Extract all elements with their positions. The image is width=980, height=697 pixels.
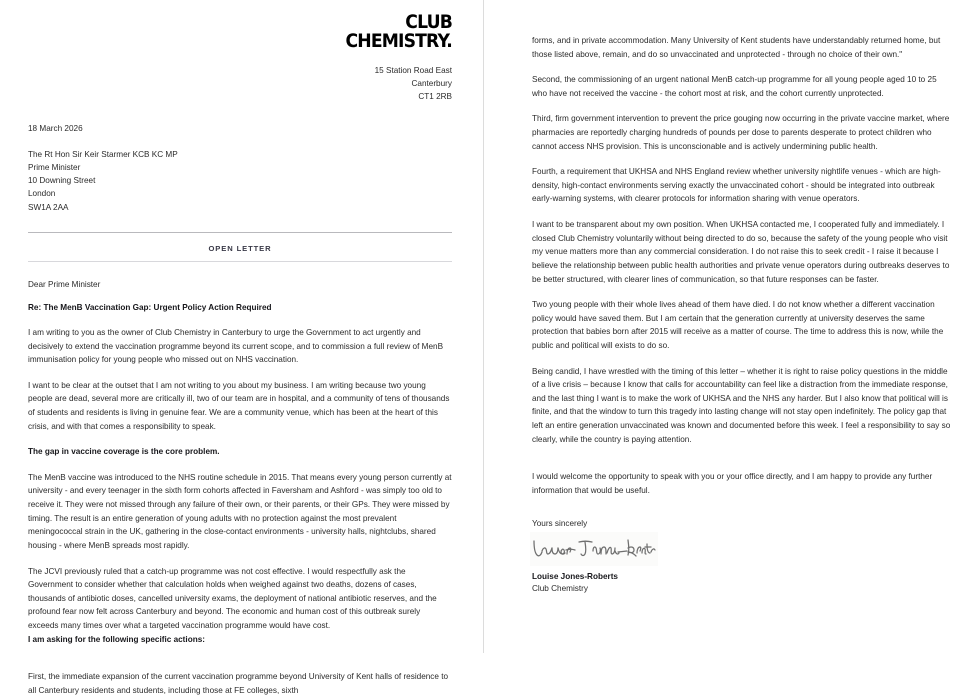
- paragraph-10: I want to be transparent about my own position. When UKHSA contacted me, I cooperated fully and immediately. I closed Club Chemistry voluntarily without being directed to do so, because the safety of the young people who visit my venue matters more than any commercial consideration. I do not raise this to seek credit - I raise it because I believe the relationship between public health authorities and private venue operators during outbreaks deserves to be better structured, with clearer lines of communication, so that future responses can be faster.: [532, 220, 950, 284]
- open-letter-label: OPEN LETTER: [208, 243, 272, 253]
- logo-line-1: CLUB: [405, 12, 452, 33]
- letterhead: [28, 14, 452, 104]
- paragraph-4: The JCVI previously ruled that a catch-up programme was not cost effective. I would respectfully ask the Government to consider whether that calculation holds when weighed against two deaths, dozens of cases, thousands of antibiotic doses, cancelled university exams, the deployment of national antibiotic reserves, and the profound fear now felt across Canterbury and beyond. The economic and human cost of this outbreak surely exceeds many times over what a targeted vaccination programme would have cost.: [28, 566, 437, 630]
- paragraph-7: Second, the commissioning of an urgent national MenB catch-up programme for all young people aged 10 to 25 who have not received the vaccine - the cohort most at risk, and the cohort currently unprotected.: [532, 75, 937, 98]
- salutation: Dear Prime Minister: [28, 279, 101, 289]
- club-chemistry-logo: [58, 14, 452, 52]
- paragraph-3: The MenB vaccine was introduced to the NHS routine schedule in 2015. That means every young person currently at university - and every teenager in the sixth form cohorts affected in Faversham and Ashford - was simply too old to receive it. They were not missed through any failure of their own, or their parents, or their GPs. They were missed by timing. The result is an entire generation of young adults with no protection against the most prevalent meningococcal strain in the UK, gathering in the close-contact environments - university halls, nightclubs, shared housing - where MenB spreads most rapidly.: [28, 472, 452, 550]
- section-heading-specific-actions: I am asking for the following specific actions:: [28, 634, 205, 644]
- paragraph-6: forms, and in private accommodation. Many University of Kent students have understandably returned home, but those listed above, remain, and do so unvaccinated and unprotected - through no choice of their own.": [532, 36, 941, 59]
- sender-address-line-1: 15 Station Road East: [374, 65, 452, 75]
- sender-address-line-2: Canterbury: [411, 78, 452, 88]
- signer-name: Louise Jones-Roberts: [532, 572, 618, 582]
- paragraph-2: I want to be clear at the outset that I am not writing to you about my business. I am writing because two young people are dead, several more are critically ill, two of our team are in hospital, and a community of tens of thousands of students and residents is living in genuine fear. We are a community venue, which has been at the heart of this crisis, and with that comes a responsibility to speak.: [28, 380, 450, 431]
- signoff: Yours sincerely: [532, 519, 588, 529]
- recipient-line-2: Prime Minister: [28, 162, 81, 172]
- letter-page-2: [483, 0, 980, 653]
- recipient-line-1: The Rt Hon Sir Keir Starmer KCB KC MP: [28, 149, 178, 159]
- sender-address: [28, 65, 452, 104]
- paragraph-5: First, the immediate expansion of the current vaccination programme beyond University of Kent halls of residence to all Canterbury residents and students, including those at FE colleges, sixth: [28, 672, 449, 695]
- recipient-line-3: 10 Downing Street: [28, 176, 96, 186]
- letter-page-1: [0, 0, 483, 695]
- section-heading-vaccine-gap: The gap in vaccine coverage is the core problem.: [28, 447, 220, 457]
- subject-line: Re: The MenB Vaccination Gap: Urgent Policy Action Required: [28, 302, 272, 312]
- recipient-address: [28, 148, 452, 214]
- sender-address-line-3: CT1 2RB: [418, 91, 452, 101]
- signer-organisation: Club Chemistry: [532, 584, 588, 594]
- paragraph-11: Two young people with their whole lives ahead of them have died. I do not know whether a different vaccination policy would have saved them. But I am certain that the generation currently at university deserves the same protection that babies born after 2015 will receive as a matter of course. The time to address this is now, while the public and political will exists to do so.: [532, 300, 944, 350]
- open-letter-banner: [28, 232, 452, 262]
- logo-line-2: CHEMISTRY.: [345, 30, 452, 52]
- paragraph-8: Third, firm government intervention to prevent the price gouging now occurring in the private vaccine market, where pharmacies are reportedly charging hundreds of pounds per dose to parents desperate to protect children who cannot access NHS provision. This is unconscionable and is actively undermining public health.: [532, 114, 950, 151]
- handwritten-signature: [530, 532, 658, 566]
- paragraph-12: Being candid, I have wrestled with the timing of this letter – whether it is right to raise policy questions in the middle of a live crisis – because I know that calls for accountability can feel like a distraction from the immediate response, and the last thing I want is to make the work of UKHSA and the NHS any harder. But I also know that political will is finite, and that the window to turn this tragedy into lasting change will not stay open indefinitely. The policy gap that left an entire generation unvaccinated was known and documented before this week. I feel a responsibility to say so clearly, while the country is paying attention.: [532, 366, 951, 444]
- recipient-line-4: London: [28, 189, 56, 199]
- paragraph-1: I am writing to you as the owner of Club Chemistry in Canterbury to urge the Government to act urgently and decisively to extend the vaccination programme beyond its current scope, and to commission a full review of MenB immunisation policy for young people who missed out on NHS vaccination.: [28, 327, 444, 365]
- recipient-line-5: SW1A 2AA: [28, 202, 69, 212]
- paragraph-9: Fourth, a requirement that UKHSA and NHS England review whether university nightlife venues - which are high-density, high-contact environments serving exactly the unvaccinated cohort - should be integrated into outbreak early-warning systems, with clearer protocols for information sharing with venue operators.: [532, 167, 941, 204]
- paragraph-13: I would welcome the opportunity to speak with you or your office directly, and I am happy to provide any further information that would be useful.: [532, 472, 933, 495]
- letter-date: 18 March 2026: [28, 123, 83, 133]
